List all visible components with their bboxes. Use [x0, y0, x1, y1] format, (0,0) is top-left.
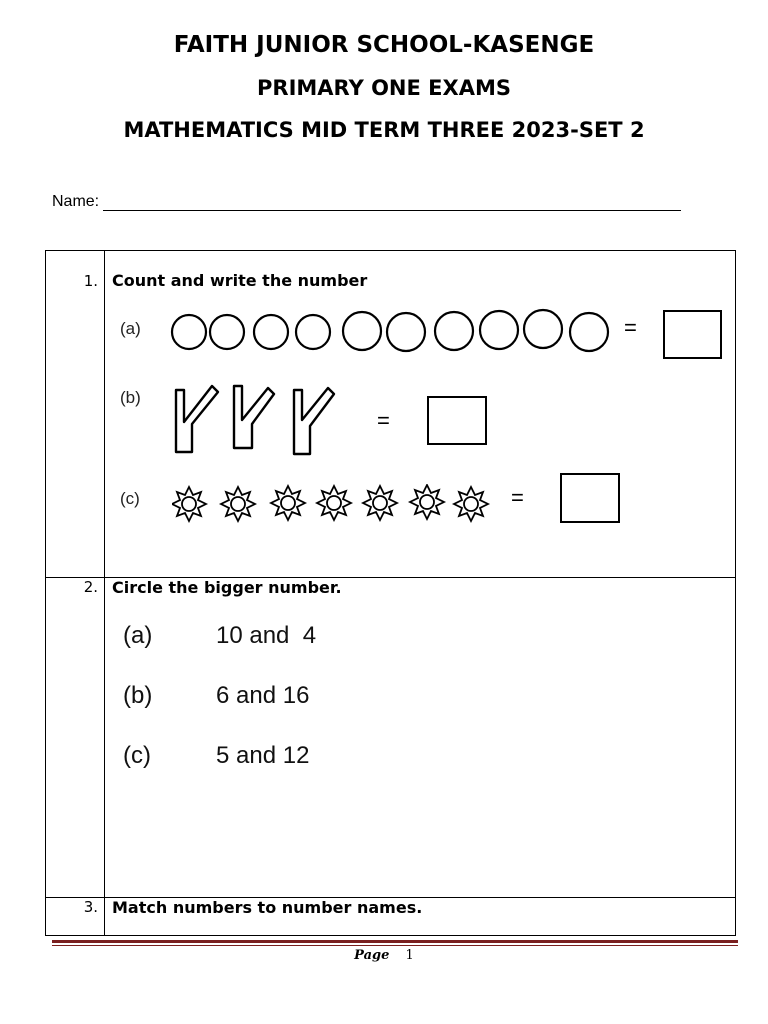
name-row	[52, 193, 681, 211]
question-text: Match numbers to number names.	[112, 898, 423, 917]
circle-icon	[210, 315, 244, 349]
circles-group	[170, 307, 615, 353]
question-number: 3.	[83, 898, 98, 916]
stick-icon	[176, 386, 218, 452]
circle-icon	[296, 315, 330, 349]
stick-icon	[294, 388, 334, 454]
circle-icon	[343, 312, 381, 350]
name-field[interactable]	[103, 194, 681, 211]
number-pair[interactable]: 6 and 16	[216, 682, 310, 709]
subject-title: MATHEMATICS MID TERM THREE 2023-SET 2	[123, 118, 645, 142]
question-2-row	[46, 578, 735, 898]
answer-box[interactable]	[663, 310, 722, 359]
name-label: Name:	[52, 193, 100, 210]
exam-title: PRIMARY ONE EXAMS	[257, 76, 511, 100]
circle-icon	[570, 313, 608, 351]
answer-box[interactable]	[560, 473, 620, 523]
answer-box[interactable]	[427, 396, 487, 445]
page-number: 1	[405, 948, 414, 963]
question-text: Count and write the number	[112, 271, 368, 290]
suns-group	[172, 484, 492, 524]
equals-sign: =	[624, 315, 637, 340]
number-pair[interactable]: 10 and 4	[216, 622, 317, 649]
sun-icon	[221, 487, 255, 521]
question-number: 1.	[83, 272, 98, 290]
circle-icon	[524, 310, 562, 348]
part-label: (a)	[123, 622, 153, 649]
stick-icon	[234, 386, 274, 448]
part-label: (a)	[120, 319, 141, 338]
sun-icon	[454, 487, 488, 521]
circle-icon	[480, 311, 518, 349]
page-footer	[0, 948, 768, 963]
page-label: Page	[354, 948, 390, 963]
sun-icon	[410, 485, 444, 519]
footer-rule	[52, 945, 738, 946]
number-pair[interactable]: 5 and 12	[216, 742, 310, 769]
footer-rule	[52, 940, 738, 943]
part-label: (c)	[123, 742, 151, 769]
sun-icon	[271, 486, 305, 520]
column-divider	[104, 251, 105, 577]
part-label: (b)	[120, 388, 141, 407]
question-number: 2.	[83, 578, 98, 596]
circle-icon	[172, 315, 206, 349]
part-label: (c)	[120, 489, 140, 508]
question-1-row	[46, 251, 735, 578]
sun-icon	[363, 486, 397, 520]
circle-icon	[387, 313, 425, 351]
column-divider	[104, 578, 105, 897]
circle-icon	[254, 315, 288, 349]
question-text: Circle the bigger number.	[112, 578, 342, 597]
question-3-row	[46, 898, 735, 936]
column-divider	[104, 898, 105, 936]
question-table	[45, 250, 736, 936]
part-label: (b)	[123, 682, 153, 709]
sticks-group	[172, 384, 344, 456]
circle-icon	[435, 312, 473, 350]
sun-icon	[172, 487, 206, 521]
school-title: FAITH JUNIOR SCHOOL-KASENGE	[173, 32, 595, 58]
equals-sign: =	[511, 485, 524, 510]
sun-icon	[317, 486, 351, 520]
equals-sign: =	[377, 408, 390, 433]
